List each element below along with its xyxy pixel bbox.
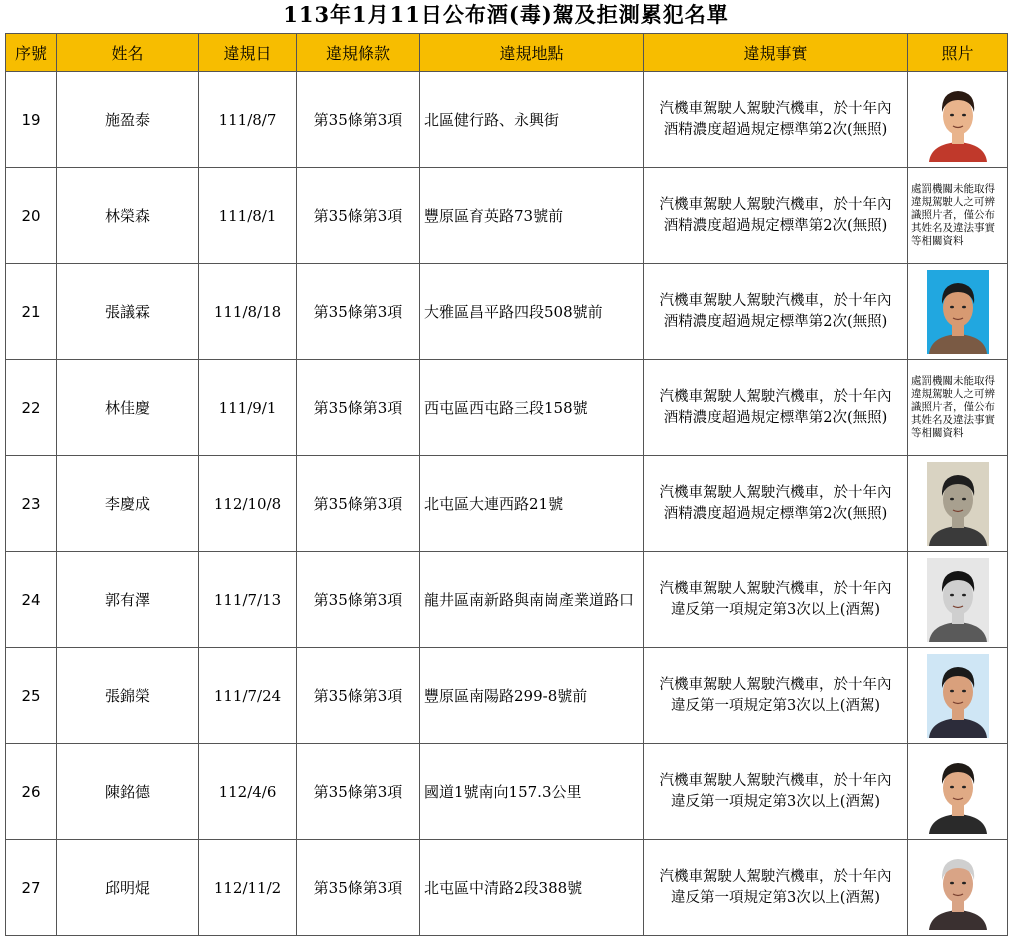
cell-name: 施盈泰 bbox=[57, 72, 199, 168]
driver-photo bbox=[927, 494, 989, 512]
cell-date: 111/8/1 bbox=[199, 168, 297, 264]
cell-photo bbox=[908, 648, 1008, 744]
table-row bbox=[6, 168, 1008, 264]
cell-photo bbox=[908, 72, 1008, 168]
table-row bbox=[6, 264, 1008, 360]
cell-law: 第35條第3項 bbox=[297, 264, 420, 360]
cell-name: 張錦榮 bbox=[57, 648, 199, 744]
cell-law: 第35條第3項 bbox=[297, 168, 420, 264]
fact-line-1: 汽機車駕駛人駕駛汽機車，於十年內 bbox=[659, 100, 892, 117]
table-row bbox=[6, 456, 1008, 552]
fact-line-2: 違反第一項規定第3次以上(酒駕) bbox=[670, 697, 881, 714]
fact-line-1: 汽機車駕駛人駕駛汽機車，於十年內 bbox=[659, 196, 892, 213]
cell-fact bbox=[644, 456, 908, 552]
driver-photo bbox=[927, 782, 989, 800]
fact-line-1: 汽機車駕駛人駕駛汽機車，於十年內 bbox=[659, 580, 892, 597]
driver-photo bbox=[927, 110, 989, 128]
cell-date: 111/7/13 bbox=[199, 552, 297, 648]
cell-place: 豐原區南陽路299-8號前 bbox=[420, 648, 644, 744]
cell-fact bbox=[644, 552, 908, 648]
cell-date: 112/4/6 bbox=[199, 744, 297, 840]
cell-fact bbox=[644, 648, 908, 744]
fact-line-1: 汽機車駕駛人駕駛汽機車，於十年內 bbox=[659, 676, 892, 693]
cell-seq: 27 bbox=[6, 840, 57, 936]
table-row bbox=[6, 648, 1008, 744]
fact-line-2: 違反第一項規定第3次以上(酒駕) bbox=[670, 601, 881, 618]
cell-name: 林佳慶 bbox=[57, 360, 199, 456]
cell-date: 112/10/8 bbox=[199, 456, 297, 552]
page-title: 113年1月11日公布酒(毒)駕及拒測累犯名單 bbox=[283, 2, 729, 27]
table-row bbox=[6, 360, 1008, 456]
photo-note: 處罰機關未能取得違規駕駛人之可辨識照片者，僅公布 其姓名及違法事實等相關資料 bbox=[911, 183, 995, 247]
cell-place: 大雅區昌平路四段508號前 bbox=[420, 264, 644, 360]
cell-seq: 24 bbox=[6, 552, 57, 648]
cell-name: 李慶成 bbox=[57, 456, 199, 552]
cell-photo bbox=[908, 456, 1008, 552]
cell-name: 張議霖 bbox=[57, 264, 199, 360]
fact-line-1: 汽機車駕駛人駕駛汽機車，於十年內 bbox=[659, 772, 892, 789]
cell-seq: 20 bbox=[6, 168, 57, 264]
fact-line-2: 違反第一項規定第3次以上(酒駕) bbox=[670, 793, 881, 810]
cell-law: 第35條第3項 bbox=[297, 744, 420, 840]
driver-photo bbox=[927, 878, 989, 896]
cell-law: 第35條第3項 bbox=[297, 456, 420, 552]
fact-line-1: 汽機車駕駛人駕駛汽機車，於十年內 bbox=[659, 292, 892, 309]
header-place: 違規地點 bbox=[420, 34, 644, 72]
driver-photo bbox=[927, 686, 989, 704]
cell-date: 111/8/7 bbox=[199, 72, 297, 168]
cell-seq: 25 bbox=[6, 648, 57, 744]
table-row bbox=[6, 840, 1008, 936]
header-law: 違規條款 bbox=[297, 34, 420, 72]
header-date: 違規日 bbox=[199, 34, 297, 72]
cell-name: 郭有澤 bbox=[57, 552, 199, 648]
cell-place: 西屯區西屯路三段158號 bbox=[420, 360, 644, 456]
cell-fact bbox=[644, 744, 908, 840]
fact-line-2: 酒精濃度超過規定標準第2次(無照) bbox=[663, 313, 888, 330]
cell-seq: 19 bbox=[6, 72, 57, 168]
cell-date: 111/7/24 bbox=[199, 648, 297, 744]
cell-law: 第35條第3項 bbox=[297, 552, 420, 648]
cell-law: 第35條第3項 bbox=[297, 72, 420, 168]
cell-fact bbox=[644, 264, 908, 360]
cell-photo bbox=[908, 744, 1008, 840]
fact-line-2: 酒精濃度超過規定標準第2次(無照) bbox=[663, 217, 888, 234]
header-photo: 照片 bbox=[908, 34, 1008, 72]
cell-place: 龍井區南新路與南崗產業道路口 bbox=[420, 552, 644, 648]
cell-seq: 22 bbox=[6, 360, 57, 456]
fact-line-1: 汽機車駕駛人駕駛汽機車，於十年內 bbox=[659, 484, 892, 501]
cell-name: 陳銘德 bbox=[57, 744, 199, 840]
fact-line-2: 酒精濃度超過規定標準第2次(無照) bbox=[663, 121, 888, 138]
cell-seq: 26 bbox=[6, 744, 57, 840]
cell-seq: 21 bbox=[6, 264, 57, 360]
header-name: 姓名 bbox=[57, 34, 199, 72]
cell-fact bbox=[644, 168, 908, 264]
header-fact: 違規事實 bbox=[644, 34, 908, 72]
cell-law: 第35條第3項 bbox=[297, 840, 420, 936]
cell-place: 北屯區大連西路21號 bbox=[420, 456, 644, 552]
fact-line-1: 汽機車駕駛人駕駛汽機車，於十年內 bbox=[659, 388, 892, 405]
fact-line-1: 汽機車駕駛人駕駛汽機車，於十年內 bbox=[659, 868, 892, 885]
cell-fact bbox=[644, 72, 908, 168]
cell-fact bbox=[644, 360, 908, 456]
table-row bbox=[6, 552, 1008, 648]
cell-name: 邱明焜 bbox=[57, 840, 199, 936]
cell-photo bbox=[908, 552, 1008, 648]
cell-place: 北區健行路、永興街 bbox=[420, 72, 644, 168]
driver-photo bbox=[927, 590, 989, 608]
header-row bbox=[6, 34, 1008, 72]
fact-line-2: 違反第一項規定第3次以上(酒駕) bbox=[670, 889, 881, 906]
cell-photo bbox=[908, 360, 1008, 456]
cell-photo bbox=[908, 840, 1008, 936]
driver-photo bbox=[927, 302, 989, 320]
cell-date: 111/9/1 bbox=[199, 360, 297, 456]
cell-photo bbox=[908, 168, 1008, 264]
photo-note: 處罰機關未能取得違規駕駛人之可辨識照片者，僅公布 其姓名及違法事實等相關資料 bbox=[911, 375, 995, 439]
cell-date: 112/11/2 bbox=[199, 840, 297, 936]
cell-photo bbox=[908, 264, 1008, 360]
offender-table bbox=[5, 33, 1008, 936]
cell-place: 國道1號南向157.3公里 bbox=[420, 744, 644, 840]
table-row bbox=[6, 744, 1008, 840]
table-row bbox=[6, 72, 1008, 168]
cell-seq: 23 bbox=[6, 456, 57, 552]
cell-place: 豐原區育英路73號前 bbox=[420, 168, 644, 264]
cell-law: 第35條第3項 bbox=[297, 360, 420, 456]
cell-date: 111/8/18 bbox=[199, 264, 297, 360]
cell-place: 北屯區中清路2段388號 bbox=[420, 840, 644, 936]
fact-line-2: 酒精濃度超過規定標準第2次(無照) bbox=[663, 505, 888, 522]
cell-law: 第35條第3項 bbox=[297, 648, 420, 744]
fact-line-2: 酒精濃度超過規定標準第2次(無照) bbox=[663, 409, 888, 426]
cell-fact bbox=[644, 840, 908, 936]
header-seq: 序號 bbox=[6, 34, 57, 72]
cell-name: 林榮森 bbox=[57, 168, 199, 264]
